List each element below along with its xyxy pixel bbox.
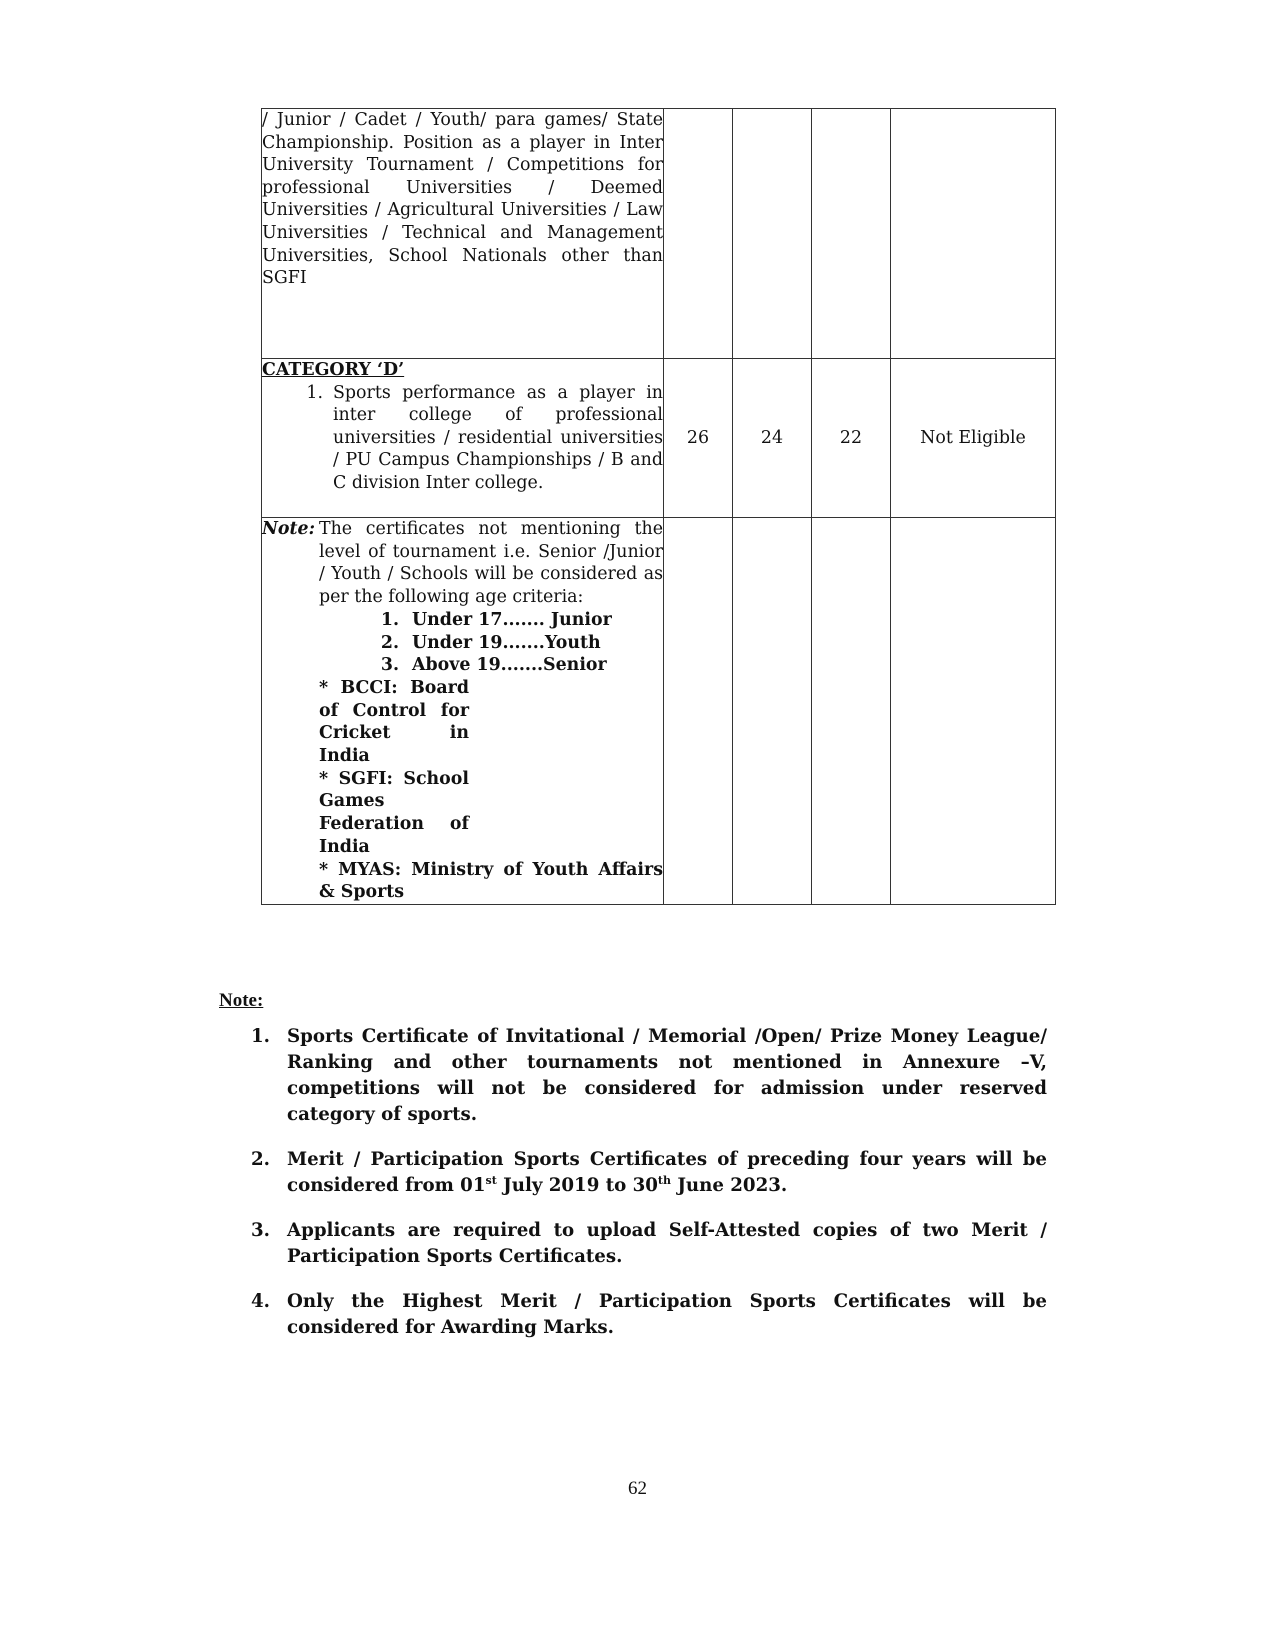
list-item [262, 382, 663, 495]
continuation-text: / Junior / Cadet / Youth/ para games/ State Championship. Position as a player in Inter University Tournament / Competitions for professional Universities / Deemed Universities / Agricultural Universities / Law Universities / Technical and Management Universities, School Nationals other than SGFI [262, 110, 663, 289]
item-number: 3. [380, 655, 399, 676]
eligibility-table [261, 108, 1056, 905]
item-text-part: Merit / Participation Sports Certificates of preceding four years will be considered from 01 [287, 1149, 1047, 1196]
value-cell: 26 [664, 359, 733, 518]
value-cell: Not Eligible [891, 359, 1056, 518]
empty-cell [733, 109, 812, 359]
value-cell: 22 [812, 359, 891, 518]
age-criteria-list [319, 609, 663, 677]
abbr-myas: * MYAS: Ministry of Youth Affairs & Sports [319, 859, 663, 903]
list-item [251, 1147, 1047, 1199]
item-text: Under 17....... Junior [412, 609, 612, 630]
item-text-part: June 2023. [670, 1175, 788, 1196]
empty-cell [664, 109, 733, 359]
abbr-sgfi: * SGFI: School Games Federation of India [319, 768, 469, 857]
list-item [251, 1218, 1047, 1270]
empty-cell [891, 109, 1056, 359]
category-d-cell [262, 359, 664, 518]
item-number: 2. [251, 1149, 270, 1170]
list-item [319, 632, 663, 655]
item-number: 1. [380, 609, 399, 630]
category-title: CATEGORY ‘D’ [262, 360, 405, 380]
empty-cell [664, 518, 733, 905]
table-row [262, 518, 1056, 905]
item-text: Above 19.......Senior [412, 655, 607, 676]
item-text: Under 19.......Youth [412, 632, 601, 653]
note-body [319, 609, 663, 904]
ordinal-suffix: th [657, 1173, 671, 1187]
empty-cell [812, 518, 891, 905]
abbr-bcci: * BCCI: Board of Control for Cricket in India [319, 677, 469, 767]
list-item [251, 1289, 1047, 1341]
table-row [262, 109, 1056, 359]
item-text-part: July 2019 to 30 [496, 1175, 658, 1196]
item-number: 2. [380, 632, 399, 653]
note-cell [262, 518, 664, 905]
empty-cell [891, 518, 1056, 905]
list-item [319, 609, 663, 632]
value-cell: 24 [733, 359, 812, 518]
item-text [287, 1147, 1047, 1199]
note-intro-text: The certificates not mentioning the level of tournament i.e. Senior /Junior / Youth / Schools will be considered as per the following age criteria: [319, 519, 663, 608]
list-item [319, 654, 663, 677]
empty-cell [733, 518, 812, 905]
item-number: 4. [251, 1291, 270, 1312]
item-text: Applicants are required to upload Self-Attested copies of two Merit / Participation Sports Certificates. [287, 1220, 1047, 1267]
notes-heading: Note: [219, 990, 264, 1011]
item-number: 1. [251, 1026, 270, 1047]
list-item [251, 1024, 1047, 1128]
item-number: 1. [306, 382, 323, 403]
item-text: Sports Certificate of Invitational / Memorial /Open/ Prize Money League/ Ranking and other tournaments not mentioned in Annexure –V, competitions will not be considered for admission under reserved category of sports. [287, 1026, 1047, 1125]
notes-list [251, 1024, 1047, 1360]
empty-cell [812, 109, 891, 359]
note-intro [262, 518, 663, 609]
table-row [262, 359, 1056, 518]
item-text: Only the Highest Merit / Participation Sports Certificates will be considered for Awarding Marks. [287, 1291, 1047, 1338]
page-number: 62 [628, 1478, 647, 1499]
note-label: Note: [262, 519, 316, 539]
continuation-cell [262, 109, 664, 359]
ordinal-suffix: st [485, 1173, 497, 1187]
item-text: Sports performance as a player in inter college of professional universities / residential universities / PU Campus Championships / B and C division Inter college. [333, 382, 663, 493]
item-number: 3. [251, 1220, 270, 1241]
